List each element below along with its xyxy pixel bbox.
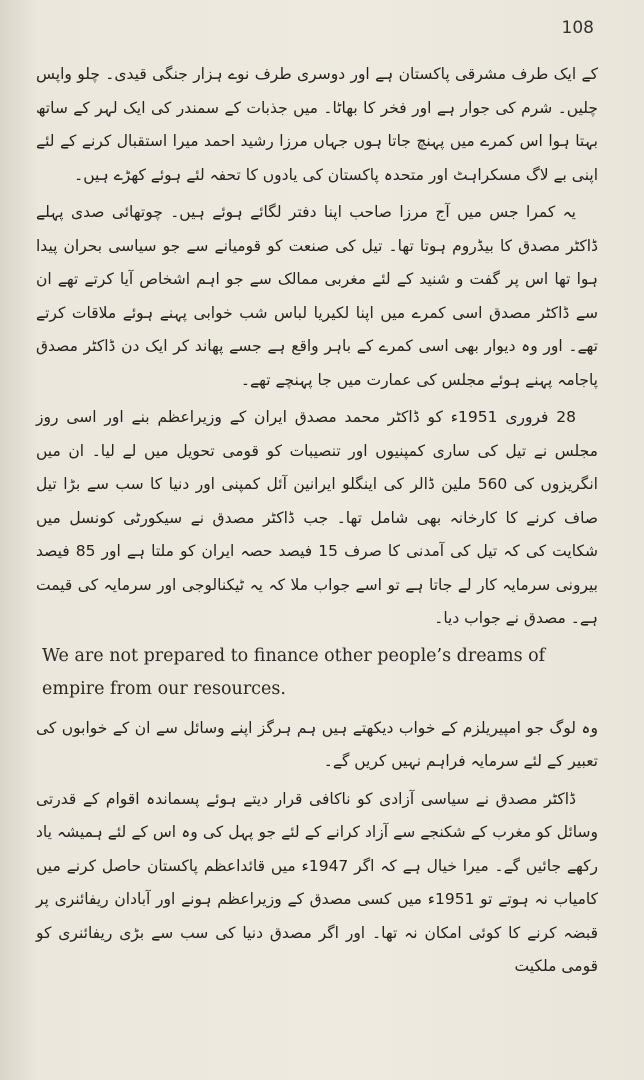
paragraph xyxy=(36,783,598,984)
page-body xyxy=(36,58,598,988)
quote-text: We are not prepared to finance other people’s dreams of empire from our resources. xyxy=(42,645,546,699)
paragraph-text: یہ کمرا جس میں آج مرزا صاحب اپنا دفتر لگائے ہوئے ہیں۔ چوتھائی صدی پہلے ڈاکٹر مصدق کا بیڈروم ہوتا تھا۔ تیل کی صنعت کو قومیانے سے جو سیاسی بحران پیدا ہوا تھا اس پر گفت و شنید کے لئے مغربی ممالک سے جو اہم اشخاص آیا کرتے تھے ان سے ڈاکٹر مصدق اسی کمرے میں اپنا لکیریا لباس شب خوابی پہنے ہوئے ملاقات کرتے تھے۔ اور وہ دیوار بھی اسی کمرے کے باہر واقع ہے جسے پھاند کر ایک دن ڈاکٹر مصدق پاجامہ پہنے ہوئے مجلس کی عمارت میں جا پہنچے تھے۔ xyxy=(36,203,598,389)
paragraph-text: وہ لوگ جو امپیریلزم کے خواب دیکھتے ہیں ہم ہرگز اپنے وسائل سے ان کے خوابوں کی تعبیر کے لئے سرمایہ فراہم نہیں کریں گے۔ xyxy=(36,718,598,770)
paragraph xyxy=(36,58,598,192)
paragraph-text: ڈاکٹر مصدق نے سیاسی آزادی کو ناکافی قرار دیتے ہوئے پسماندہ اقوام کے قدرتی وسائل کو مغرب کے شکنجے سے آزاد کرانے کے لئے جو پہل کی وہ اس کے لئے ہمیشہ یاد رکھے جائیں گے۔ میرا خیال ہے کہ اگر 1947ء میں قائداعظم پاکستان حاصل کرنے میں کامیاب نہ ہوتے تو 1951ء میں کسی مصدق کے وزیراعظم ہونے اور آبادان ریفائنری پر قبضہ کرنے کا کوئی امکان نہ تھا۔ اور اگر مصدق دنیا کی سب سے بڑی ریفائنری کو قومی ملکیت xyxy=(36,789,598,975)
paragraph xyxy=(36,196,598,397)
paragraph-text: کے ایک طرف مشرقی پاکستان ہے اور دوسری طرف نوے ہزار جنگی قیدی۔ چلو واپس چلیں۔ شرم کی جوار ہے اور فخر کا بھاٹا۔ میں جذبات کے سمندر کی ایک لہر کے ساتھ بہتا ہوا اس کمرے میں پہنچ جاتا ہوں جہاں مرزا رشید احمد میرا استقبال کرنے کے لئے اپنی بے لاگ مسکراہٹ اور متحدہ پاکستان کی یادوں کا تحفہ لئے ہوئے کھڑے ہیں۔ xyxy=(36,65,598,184)
english-quote xyxy=(42,640,598,706)
paragraph xyxy=(36,712,598,779)
paragraph xyxy=(36,401,598,636)
page-number: 108 xyxy=(561,18,594,38)
paragraph-text: 28 فروری 1951ء کو ڈاکٹر محمد مصدق ایران کے وزیراعظم بنے اور اسی روز مجلس نے تیل کی ساری کمپنیوں اور تنصیبات کو قومی تحویل میں لے لیا۔ ان میں انگریزوں کی 560 ملین ڈالر کی اینگلو ایرانین آئل کمپنی اور دنیا کا سب سے بڑا تیل صاف کرنے کا کارخانہ بھی شامل تھا۔ جب ڈاکٹر مصدق نے سیکورٹی کونسل میں شکایت کی کہ تیل کی آمدنی کا صرف 15 فیصد حصہ ایران کو ملتا ہے اور 85 فیصد بیرونی سرمایہ کار لے جاتا ہے تو اسے جواب ملا کہ یہ ٹیکنالوجی اور سرمایہ کی قیمت ہے۔ مصدق نے جواب دیا۔ xyxy=(36,408,598,627)
